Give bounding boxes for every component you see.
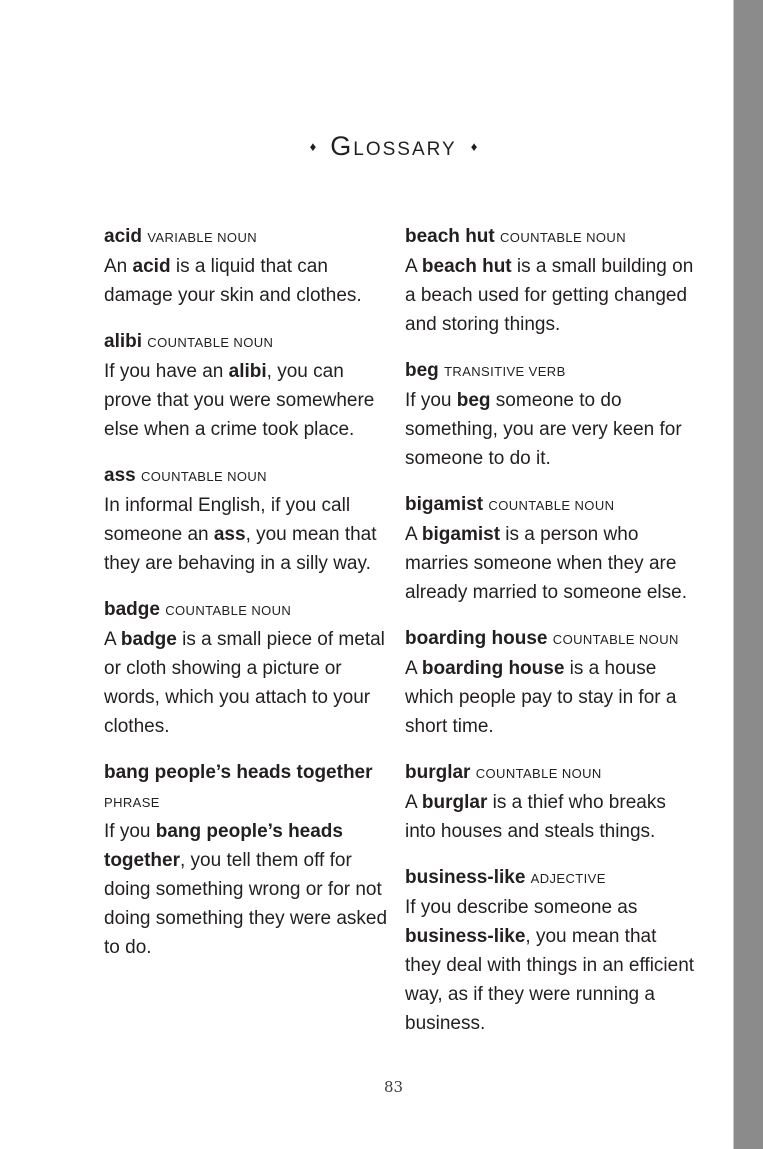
- definition-segment: is a person who marries someone when they are already married to someone else.: [405, 524, 687, 603]
- entry-headword: badge: [104, 599, 160, 620]
- glossary-entry: [405, 490, 696, 607]
- definition-segment: alibi: [228, 361, 267, 382]
- entry-headline: [104, 595, 389, 625]
- entry-headline: [405, 222, 696, 252]
- definition-segment: If you have an: [104, 361, 229, 382]
- glossary-entry: [405, 222, 696, 339]
- entry-part-of-speech: COUNTABLE NOUN: [552, 632, 679, 647]
- definition-segment: bigamist: [421, 524, 501, 545]
- definition-segment: In informal English, if you call someone an: [104, 495, 351, 545]
- entry-headword: ass: [104, 465, 136, 486]
- definition-segment: bang people’s heads together: [104, 821, 343, 871]
- definition-segment: is a liquid that can damage your skin and clothes.: [104, 256, 362, 306]
- page-number: 83: [383, 1078, 404, 1096]
- entry-part-of-speech: COUNTABLE NOUN: [475, 766, 602, 781]
- glossary-entry: [104, 222, 389, 310]
- entry-headword: business-like: [405, 867, 526, 888]
- entry-part-of-speech: ADJECTIVE: [530, 871, 606, 886]
- glossary-entry: [405, 863, 696, 1038]
- entry-headline: [104, 327, 389, 357]
- definition-segment: business-like: [405, 926, 526, 947]
- entry-headline: [104, 222, 389, 252]
- entry-headword: alibi: [104, 331, 143, 352]
- entry-headword: beach hut: [405, 226, 495, 247]
- entry-definition: [104, 357, 389, 444]
- entry-headline: [405, 863, 696, 893]
- definition-segment: beg: [456, 390, 491, 411]
- entry-headline: [104, 461, 389, 491]
- definition-segment: If you: [104, 821, 156, 842]
- entry-headline: [405, 624, 696, 654]
- definition-segment: A: [104, 629, 121, 650]
- definition-segment: , you mean that they deal with things in an efficient way, as if they were running a business.: [405, 926, 695, 1034]
- entry-definition: [405, 893, 696, 1038]
- entry-definition: [104, 252, 389, 310]
- entry-headline: [405, 490, 696, 520]
- page-title-text: Glossary: [330, 131, 457, 161]
- entry-definition: [405, 252, 696, 339]
- definition-segment: , you tell them off for doing something wrong or for not doing something they were asked to do.: [104, 850, 388, 958]
- glossary-column-right: [405, 222, 696, 1055]
- glossary-entry: [104, 758, 389, 962]
- entry-headline: [405, 356, 696, 386]
- definition-segment: If you: [405, 390, 457, 411]
- entry-part-of-speech: COUNTABLE NOUN: [140, 469, 267, 484]
- entry-headword: burglar: [405, 762, 471, 783]
- entry-part-of-speech: COUNTABLE NOUN: [165, 603, 292, 618]
- definition-segment: is a house which people pay to stay in for a short time.: [405, 658, 677, 737]
- entry-headword: beg: [405, 360, 439, 381]
- definition-segment: badge: [120, 629, 177, 650]
- definition-segment: , you mean that they are behaving in a silly way.: [104, 524, 377, 574]
- entry-headword: bang people’s heads together: [104, 762, 373, 783]
- definition-segment: is a small building on a beach used for getting changed and storing things.: [405, 256, 694, 335]
- definition-segment: someone to do something, you are very keen for someone to do it.: [405, 390, 682, 469]
- entry-headword: acid: [104, 226, 143, 247]
- entry-headword: bigamist: [405, 494, 484, 515]
- definition-segment: A: [405, 792, 422, 813]
- definition-segment: An: [104, 256, 133, 277]
- entry-part-of-speech: VARIABLE NOUN: [147, 230, 258, 245]
- definition-segment: acid: [132, 256, 171, 277]
- definition-segment: A: [405, 524, 422, 545]
- entry-definition: [405, 520, 696, 607]
- entry-definition: [405, 788, 696, 846]
- entry-headword: boarding house: [405, 628, 548, 649]
- diamond-icon: ♦: [470, 139, 478, 154]
- page-edge-bar: [733, 0, 763, 1149]
- entry-part-of-speech: PHRASE: [104, 795, 160, 810]
- entry-definition: [104, 817, 389, 962]
- glossary-column-left: [104, 222, 389, 979]
- diamond-icon: ♦: [309, 139, 317, 154]
- glossary-entry: [405, 624, 696, 741]
- entry-headline: [405, 758, 696, 788]
- glossary-entry: [405, 758, 696, 846]
- entry-headline: [104, 758, 389, 817]
- definition-segment: is a small piece of metal or cloth showing a picture or words, which you attach to your clothes.: [104, 629, 385, 737]
- glossary-entry: [405, 356, 696, 473]
- glossary-entry: [104, 327, 389, 444]
- entry-part-of-speech: COUNTABLE NOUN: [488, 498, 615, 513]
- entry-definition: [104, 491, 389, 578]
- definition-segment: is a thief who breaks into houses and steals things.: [405, 792, 666, 842]
- entry-part-of-speech: TRANSITIVE VERB: [444, 364, 566, 379]
- entry-part-of-speech: COUNTABLE NOUN: [500, 230, 626, 245]
- definition-segment: beach hut: [421, 256, 512, 277]
- definition-segment: burglar: [421, 792, 488, 813]
- definition-segment: If you describe someone as: [405, 897, 638, 918]
- entry-part-of-speech: COUNTABLE NOUN: [147, 335, 274, 350]
- entry-definition: [405, 654, 696, 741]
- glossary-entry: [104, 595, 389, 741]
- definition-segment: A: [405, 658, 422, 679]
- definition-segment: A: [405, 256, 422, 277]
- definition-segment: ass: [213, 524, 246, 545]
- definition-segment: boarding house: [421, 658, 565, 679]
- entry-definition: [104, 625, 389, 741]
- glossary-entry: [104, 461, 389, 578]
- page-title: [28, 131, 759, 162]
- entry-definition: [405, 386, 696, 473]
- definition-segment: , you can prove that you were somewhere else when a crime took place.: [104, 361, 375, 440]
